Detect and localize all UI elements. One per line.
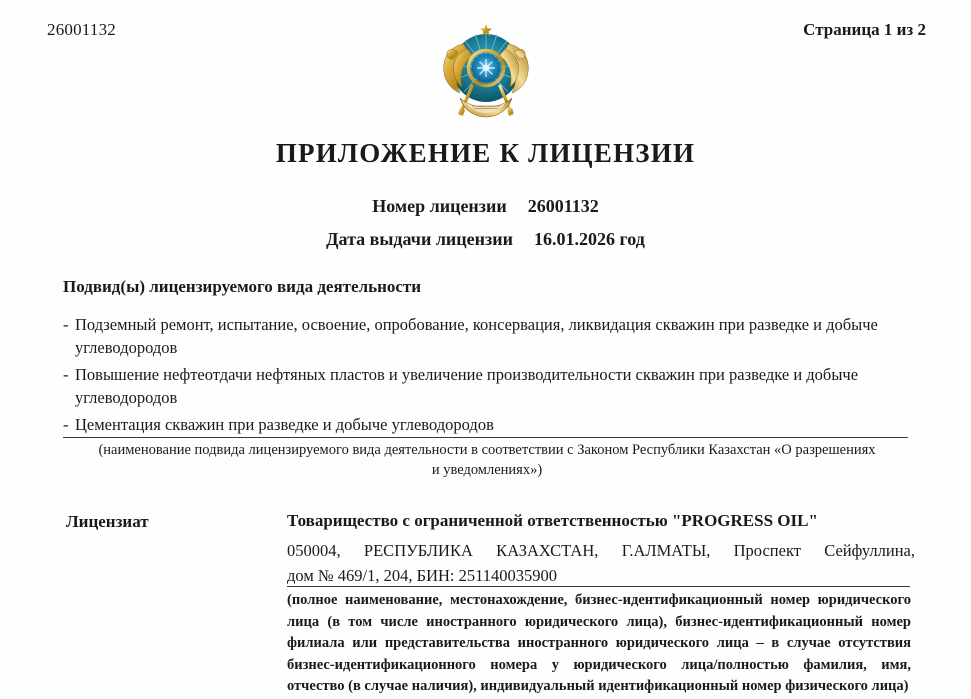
kazakhstan-state-emblem-icon <box>434 18 538 122</box>
list-item-label: Повышение нефтеотдачи нефтяных пластов и увеличение производительности скважин при разведке и добыче углеводородов <box>75 365 859 407</box>
list-item <box>63 313 911 359</box>
subtypes-list <box>63 313 911 440</box>
licensee-caption-line-1: (полное наименование, местонахождение, бизнес-идентификационный номер юридического <box>287 592 911 608</box>
license-date-label: Дата выдачи лицензии <box>326 229 514 249</box>
licensee-divider <box>287 586 910 587</box>
licensee-address-line-1: 050004, РЕСПУБЛИКА КАЗАХСТАН, Г.АЛМАТЫ, Проспект Сейфуллина, <box>287 541 915 560</box>
licensee-caption-line-4: бизнес-идентификационного номера у юридического лица/полностью фамилия, имя, <box>287 656 911 673</box>
licensee-name: Товарищество с ограниченной ответственностью "PROGRESS OIL" <box>287 511 818 530</box>
subtypes-caption-line-1: (наименование подвида лицензируемого вида деятельности в соответствии с Законом Республики Казахстан «О разрешениях <box>98 442 876 458</box>
subtypes-caption <box>63 440 911 480</box>
licensee-caption-line-3: филиала или представительства иностранного юридического лица – в случае отсутствия <box>287 635 911 651</box>
licensee-caption-line-2: лица (в том числе иностранного юридического лица), бизнес-идентификационный номер <box>287 613 911 630</box>
list-item <box>63 363 911 409</box>
page-title: ПРИЛОЖЕНИЕ К ЛИЦЕНЗИИ <box>275 138 696 168</box>
licensee-caption <box>287 590 911 698</box>
licensee-label: Лицензиат <box>66 512 149 531</box>
subtypes-caption-line-2: и уведомлениях») <box>431 462 543 478</box>
document-number: 26001132 <box>47 20 116 39</box>
license-date-value: 16.01.2026 год <box>534 229 645 249</box>
page-counter: Страница 1 из 2 <box>803 20 926 39</box>
licensee-address-line-2: дом № 469/1, 204, БИН: 251140035900 <box>287 566 558 585</box>
licensee-address <box>287 538 915 588</box>
subtypes-heading: Подвид(ы) лицензируемого вида деятельности <box>63 277 422 296</box>
license-number-line <box>0 196 971 217</box>
list-item-label: Подземный ремонт, испытание, освоение, опробование, консервация, ликвидация скважин при разведке и добыче углеводородов <box>75 315 878 357</box>
license-number-label: Номер лицензии <box>372 196 507 216</box>
bullet-dash-icon: - <box>63 365 69 384</box>
license-number-value: 26001132 <box>527 196 599 216</box>
bullet-dash-icon: - <box>63 415 69 434</box>
licensee-caption-line-5: отчество (в случае наличия), индивидуальный идентификационный номер физического лица) <box>287 678 909 694</box>
list-item-label: Цементация скважин при разведке и добыче углеводородов <box>75 415 494 434</box>
bullet-dash-icon: - <box>63 315 69 334</box>
license-date-line <box>0 229 971 250</box>
subtypes-divider <box>63 437 908 438</box>
list-item <box>63 413 911 436</box>
